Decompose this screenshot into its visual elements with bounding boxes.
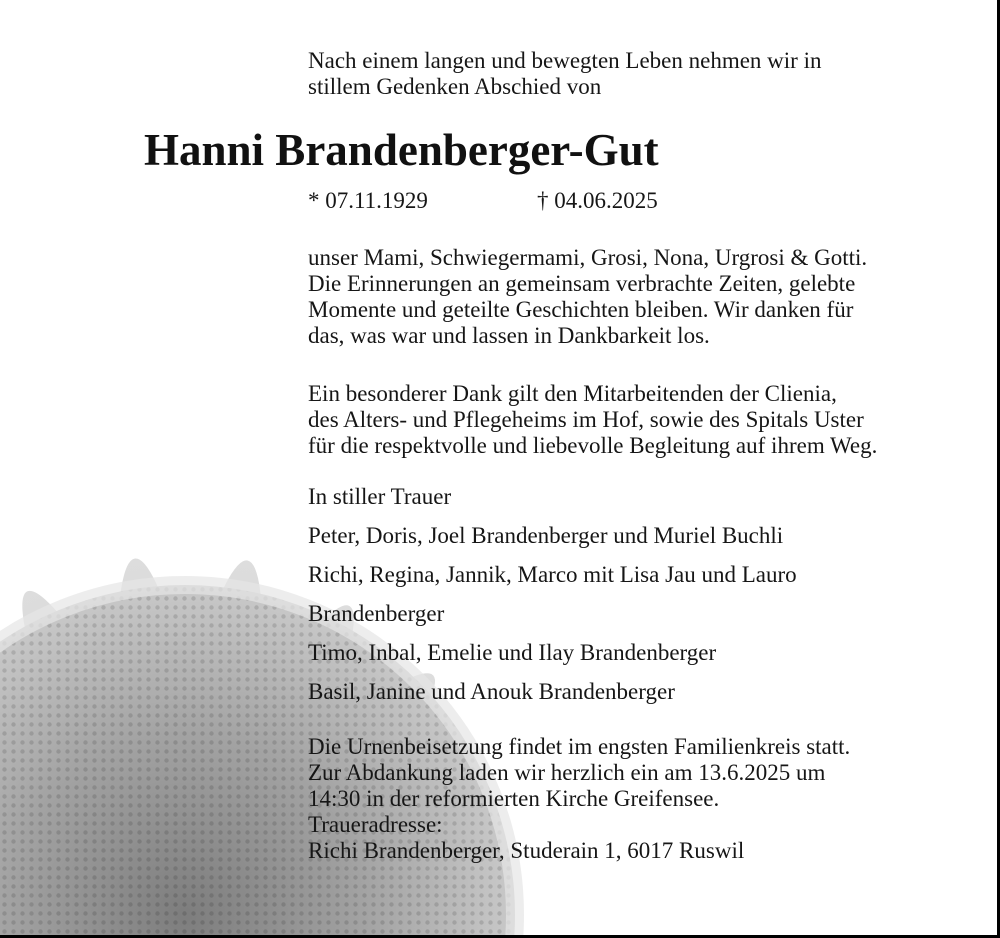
intro-line: stillem Gedenken Abschied von	[308, 74, 602, 99]
thanks-text	[308, 381, 877, 459]
mourners-heading: In stiller Trauer	[308, 484, 452, 509]
family-line: Basil, Janine und Anouk Brandenberger	[308, 679, 675, 704]
ceremony-line: Traueradresse:	[308, 812, 443, 837]
ceremony-line: Zur Abdankung laden wir herzlich ein am 13.6.2025 um	[308, 760, 826, 785]
tribute-line: Momente und geteilte Geschichten bleiben. Wir danken für	[308, 297, 854, 322]
family-line: Timo, Inbal, Emelie und Ilay Brandenberger	[308, 640, 717, 665]
tribute-line: unser Mami, Schwiegermami, Grosi, Nona, Urgrosi & Gotti.	[308, 245, 868, 270]
ceremony-line: Richi Brandenberger, Studerain 1, 6017 Ruswil	[308, 838, 745, 863]
tribute-line: Die Erinnerungen an gemeinsam verbrachte Zeiten, gelebte	[308, 271, 856, 296]
ceremony-line: 14:30 in der reformierten Kirche Greifensee.	[308, 786, 720, 811]
death-date: † 04.06.2025	[537, 188, 658, 213]
intro-text	[308, 48, 821, 100]
family-line: Peter, Doris, Joel Brandenberger und Muriel Buchli	[308, 523, 784, 548]
thanks-line: für die respektvolle und liebevolle Begleitung auf ihrem Weg.	[308, 433, 878, 458]
tribute-line: das, was war und lassen in Dankbarkeit los.	[308, 323, 710, 348]
family-line: Brandenberger	[308, 601, 445, 626]
deceased-name: Hanni Brandenberger-Gut	[144, 125, 659, 175]
birth-date: * 07.11.1929	[308, 188, 428, 213]
thanks-line: des Alters- und Pflegeheims im Hof, sowie des Spitals Uster	[308, 407, 864, 432]
intro-line: Nach einem langen und bewegten Leben nehmen wir in	[308, 48, 822, 73]
tribute-text	[308, 245, 867, 349]
ceremony-line: Die Urnenbeisetzung findet im engsten Familienkreis statt.	[308, 734, 851, 759]
ceremony-text	[308, 734, 850, 864]
thanks-line: Ein besonderer Dank gilt den Mitarbeitenden der Clienia,	[308, 381, 837, 406]
family-line: Richi, Regina, Jannik, Marco mit Lisa Jau und Lauro	[308, 562, 797, 587]
